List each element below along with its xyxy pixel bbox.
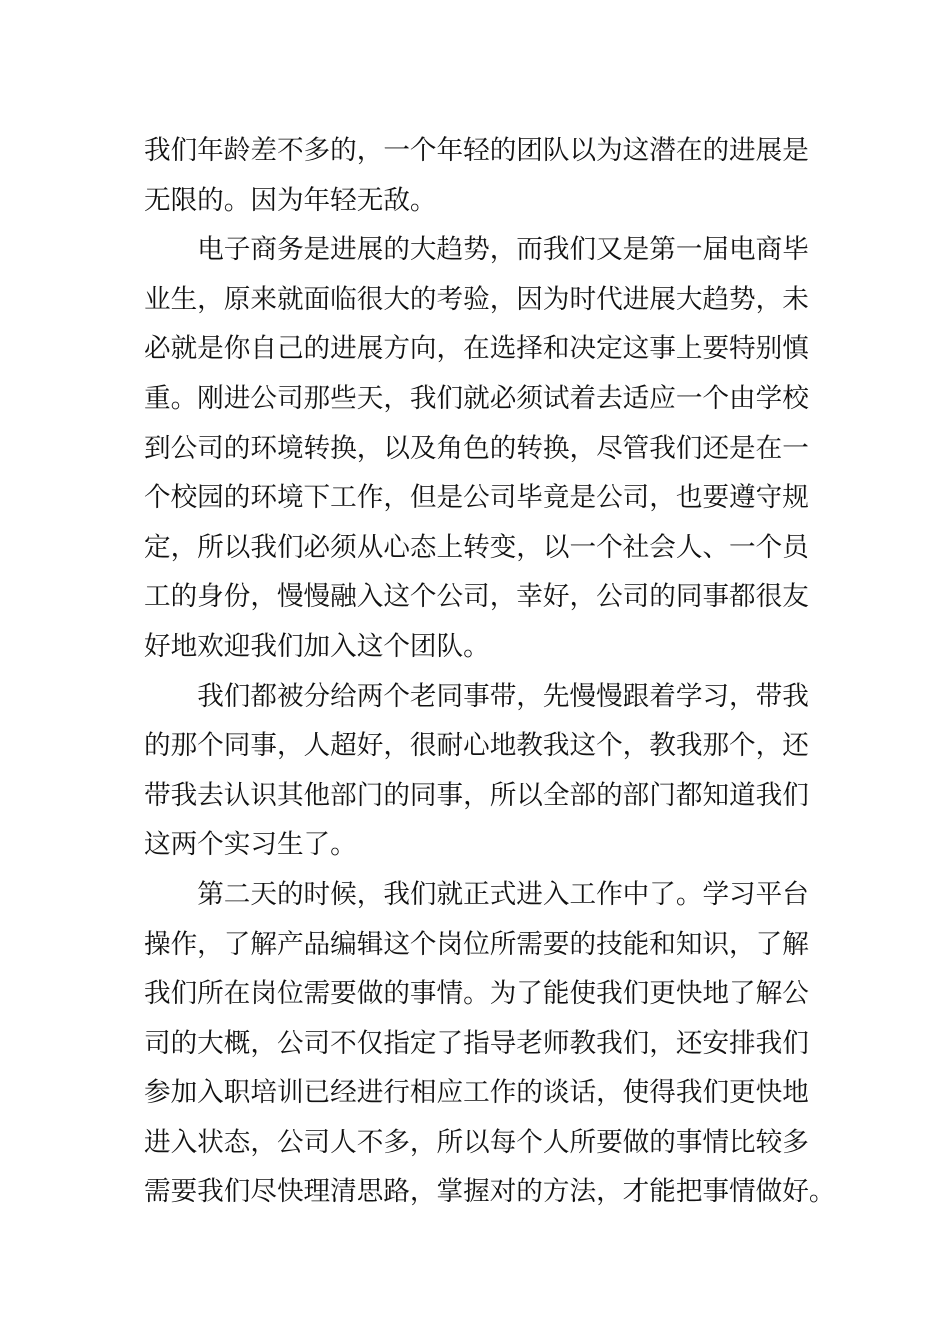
paragraph-1 <box>144 126 810 225</box>
paragraph-4 <box>144 870 836 1217</box>
text-line: 的那个同事，人超好，很耐心地教我这个，教我那个，还 <box>144 730 809 762</box>
text-line: 业生，原来就面临很大的考验，因为时代进展大趋势，未 <box>144 283 809 315</box>
text-line: 无限的。因为年轻无敌。 <box>144 184 437 216</box>
text-line: 带我去认识其他部门的同事，所以全部的部门都知道我们 <box>144 779 809 811</box>
text-line: 我们所在岗位需要做的事情。为了能使我们更快地了解公 <box>144 978 809 1010</box>
text-line: 我们都被分给两个老同事带，先慢慢跟着学习，带我 <box>197 680 809 712</box>
text-line: 操作，了解产品编辑这个岗位所需要的技能和知识，了解 <box>144 928 809 960</box>
text-line: 电子商务是进展的大趋势，而我们又是第一届电商毕 <box>197 234 809 266</box>
paragraph-2 <box>144 225 810 671</box>
text-line: 工的身份，慢慢融入这个公司，幸好，公司的同事都很友 <box>144 581 809 613</box>
text-line: 参加入职培训已经进行相应工作的谈话，使得我们更快地 <box>144 1077 809 1109</box>
text-line: 好地欢迎我们加入这个团队。 <box>144 630 490 662</box>
text-line: 进入状态，公司人不多，所以每个人所要做的事情比较多 <box>144 1126 809 1158</box>
text-line: 第二天的时候，我们就正式进入工作中了。学习平台 <box>197 878 809 910</box>
text-line: 需要我们尽快理清思路，掌握对的方法，才能把事情做好。 <box>144 1176 836 1208</box>
text-line: 定，所以我们必须从心态上转变，以一个社会人、一个员 <box>144 531 809 563</box>
text-line: 到公司的环境转换，以及角色的转换，尽管我们还是在一 <box>144 432 809 464</box>
text-line: 司的大概，公司不仅指定了指导老师教我们，还安排我们 <box>144 1027 809 1059</box>
text-line: 这两个实习生了。 <box>144 829 357 861</box>
text-line: 重。刚进公司那些天，我们就必须试着去适应一个由学校 <box>144 382 809 414</box>
text-line: 个校园的环境下工作，但是公司毕竟是公司，也要遵守规 <box>144 482 809 514</box>
text-line: 必就是你自己的进展方向，在选择和决定这事上要特别慎 <box>144 333 809 365</box>
paragraph-3 <box>144 672 810 870</box>
text-line: 我们年龄差不多的，一个年轻的团队以为这潜在的进展是 <box>144 135 809 166</box>
document-body <box>144 126 836 1217</box>
